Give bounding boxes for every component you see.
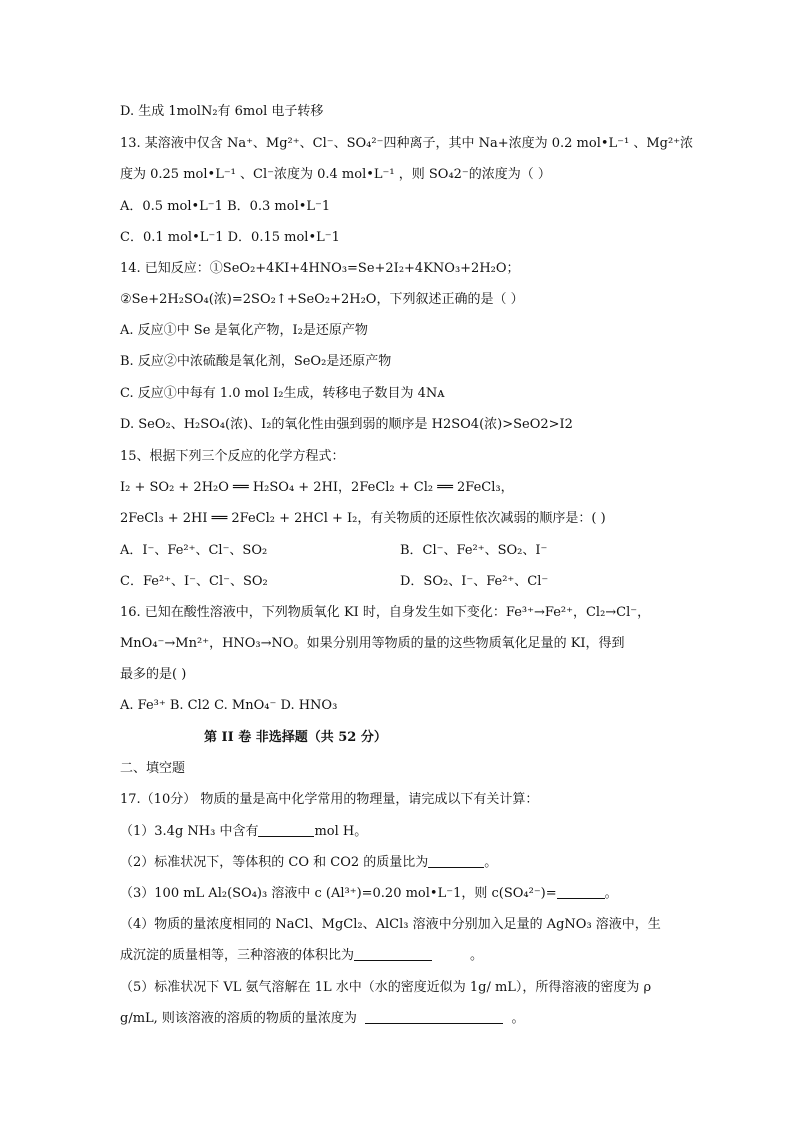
q17-part3-end: 。 <box>604 886 618 901</box>
q17-part2-text: （2）标准状况下，等体积的 CO 和 CO2 的质量比为 <box>120 855 429 870</box>
q12-option-d: D. 生成 1molN₂有 6mol 电子转移 <box>120 104 324 119</box>
q17-part1-text: （1）3.4g NH₃ 中含有 <box>120 824 259 839</box>
q15-option-b: B．Cl⁻、Fe²⁺、SO₂、I⁻ <box>400 543 548 558</box>
answer-blank-3[interactable] <box>557 885 605 899</box>
q13-options-cd: C．0.1 mol•L⁻1 D．0.15 mol•L⁻1 <box>120 230 340 245</box>
answer-blank-4[interactable] <box>354 947 432 961</box>
q17-part1 <box>120 823 367 841</box>
q16-stem-line3: 最多的是( ) <box>120 667 187 682</box>
q14-option-d: D. SeO₂、H₂SO₄(浓)、I₂的氧化性由强到弱的顺序是 H2SO4(浓)>SeO2>I2 <box>120 417 573 432</box>
q13-stem-line1: 13. 某溶液中仅含 Na⁺、Mg²⁺、Cl⁻、SO₄²⁻四种离子，其中 Na+浓度为 0.2 mol•L⁻¹ 、Mg²⁺浓 <box>120 136 694 151</box>
q14-option-c: C. 反应①中每有 1.0 mol I₂生成，转移电子数目为 4Nᴀ <box>120 386 445 401</box>
q15-option-d: D．SO₂、I⁻、Fe²⁺、Cl⁻ <box>400 574 549 589</box>
q17-part5-line1: （5）标准状况下 VL 氨气溶解在 1L 水中（水的密度近似为 1g/ mL），所得溶液的密度为 ρ <box>120 980 652 995</box>
answer-blank-5[interactable] <box>365 1010 503 1024</box>
q17-part3-text: （3）100 mL Al₂(SO₄)₃ 溶液中 c (Al³⁺)=0.20 mol•L⁻1，则 c(SO₄²⁻)= <box>120 886 557 901</box>
q17-part2 <box>120 854 497 872</box>
q17-part4-line1: （4）物质的量浓度相同的 NaCl、MgCl₂、AlCl₃ 溶液中分别加入足量的 AgNO₃ 溶液中，生 <box>120 917 661 932</box>
q17-part2-end: 。 <box>484 855 498 870</box>
q14-option-a: A. 反应①中 Se 是氧化产物，I₂是还原产物 <box>120 323 368 338</box>
q15-stem: 15、根据下列三个反应的化学方程式： <box>120 449 345 464</box>
q15-equations-1: I₂ + SO₂ + 2H₂O ══ H₂SO₄ + 2HI，2FeCl₂ + Cl₂ ══ 2FeCl₃， <box>120 480 514 495</box>
q13-stem-line2: 度为 0.25 mol•L⁻¹ 、Cl⁻浓度为 0.4 mol•L⁻¹ ，则 SO₄2⁻的浓度为（ ） <box>120 167 551 182</box>
q13-options-ab: A．0.5 mol•L⁻1 B．0.3 mol•L⁻1 <box>120 199 331 214</box>
q15-equations-2: 2FeCl₃ + 2HI ══ 2FeCl₂ + 2HCl + I₂，有关物质的还原性依次减弱的顺序是：( ) <box>120 511 606 526</box>
q14-reaction-1: 14. 已知反应：①SeO₂+4KI+4HNO₃=Se+2I₂+4KNO₃+2H₂O； <box>120 261 520 276</box>
q17-part4-text: 成沉淀的质量相等，三种溶液的体积比为 <box>120 948 355 963</box>
q16-stem-line2: MnO₄⁻→Mn²⁺，HNO₃→NO。如果分别用等物质的量的这些物质氧化足量的 KI，得到 <box>120 636 625 651</box>
q17-title: 17.（10分） 物质的量是高中化学常用的物理量，请完成以下有关计算： <box>120 792 539 807</box>
q15-option-c: C．Fe²⁺、I⁻、Cl⁻、SO₂ <box>120 574 268 589</box>
q14-reaction-2: ②Se+2H₂SO₄(浓)=2SO₂↑+SeO₂+2H₂O，下列叙述正确的是（ ） <box>120 292 524 307</box>
q15-option-a: A．I⁻、Fe²⁺、Cl⁻、SO₂ <box>120 543 268 558</box>
section-title: 第 II 卷 非选择题（共 52 分） <box>204 730 387 745</box>
q17-part1-unit: mol H。 <box>314 824 368 839</box>
q17-part3 <box>120 885 618 903</box>
q17-part5-text: g/mL, 则该溶液的溶质的物质的量浓度为 <box>120 1011 357 1026</box>
section-fill-in: 二、填空题 <box>120 761 186 776</box>
answer-blank-1[interactable] <box>258 823 314 837</box>
q16-stem-line1: 16. 已知在酸性溶液中，下列物质氧化 KI 时，自身发生如下变化：Fe³⁺→Fe²⁺，Cl₂→Cl⁻， <box>120 605 651 620</box>
q16-options: A. Fe³⁺ B. Cl2 C. MnO₄⁻ D. HNO₃ <box>120 698 338 713</box>
q17-part5-end: 。 <box>511 1011 525 1026</box>
q17-part4-line2 <box>120 947 483 965</box>
q14-option-b: B. 反应②中浓硫酸是氧化剂，SeO₂是还原产物 <box>120 354 392 369</box>
q17-part4-end: 。 <box>470 948 484 963</box>
answer-blank-2[interactable] <box>428 854 484 868</box>
q17-part5-line2 <box>120 1010 524 1028</box>
